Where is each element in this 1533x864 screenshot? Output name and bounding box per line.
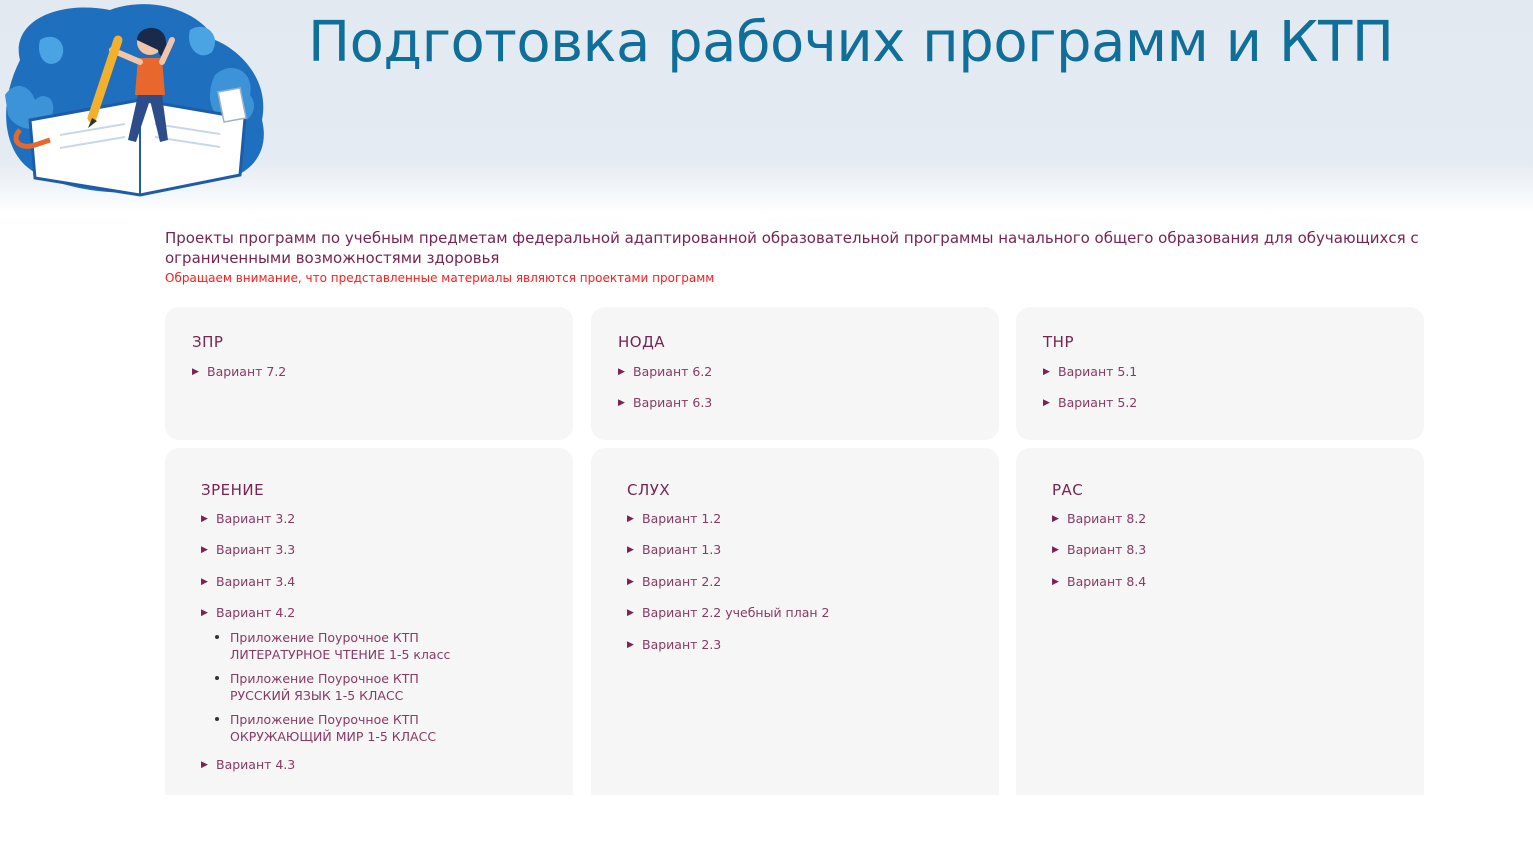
triangle-bullet-icon: ▶	[627, 639, 634, 650]
card-title: НОДА	[618, 333, 666, 351]
appendix-link[interactable]: Приложение Поурочное КТП ЛИТЕРАТУРНОЕ ЧТЕНИЕ 1-5 класс	[201, 629, 530, 663]
variant-link[interactable]: ▶ Вариант 3.3	[201, 542, 296, 558]
card-zrenie	[165, 448, 573, 795]
dot-bullet-icon	[215, 717, 219, 721]
triangle-bullet-icon: ▶	[201, 760, 208, 771]
variant-link[interactable]: ▶ Вариант 2.2	[627, 573, 722, 589]
triangle-bullet-icon: ▶	[201, 514, 208, 524]
dot-bullet-icon	[215, 635, 219, 639]
variant-link[interactable]: ▶ Вариант 6.3	[618, 395, 713, 411]
variant-link[interactable]: ▶ Вариант 4.3	[201, 757, 296, 773]
triangle-bullet-icon: ▶	[627, 545, 634, 556]
slide-title: Подготовка рабочих программ и КТП	[308, 10, 1394, 75]
card-noda	[591, 307, 999, 440]
triangle-bullet-icon: ▶	[1052, 545, 1059, 556]
variant-link[interactable]: ▶ Вариант 3.4	[201, 573, 296, 589]
appendix-link[interactable]: Приложение Поурочное КТП РУССКИЙ ЯЗЫК 1-5 КЛАСС	[201, 670, 530, 704]
triangle-bullet-icon: ▶	[201, 608, 208, 619]
intro-warning-note: Обращаем внимание, что представленные материалы являются проектами программ	[165, 271, 715, 285]
card-title: ТНР	[1043, 333, 1074, 351]
variant-link[interactable]: ▶ Вариант 1.3	[627, 542, 722, 558]
triangle-bullet-icon: ▶	[627, 514, 634, 524]
dot-bullet-icon	[215, 676, 219, 680]
card-zpr	[165, 307, 573, 440]
variant-link[interactable]: ▶ Вариант 5.1	[1043, 364, 1138, 379]
card-title: ЗРЕНИЕ	[201, 481, 265, 499]
variant-link[interactable]: ▶ Вариант 4.2	[201, 605, 296, 621]
variant-link[interactable]: ▶ Вариант 1.2	[627, 511, 722, 526]
variant-link[interactable]: ▶ Вариант 6.2	[618, 364, 713, 379]
triangle-bullet-icon: ▶	[1052, 576, 1059, 587]
variant-link[interactable]: ▶ Вариант 2.2 учебный план 2	[627, 605, 830, 621]
variant-link[interactable]: ▶ Вариант 8.4	[1052, 573, 1147, 589]
triangle-bullet-icon: ▶	[627, 608, 634, 619]
triangle-bullet-icon: ▶	[192, 367, 199, 377]
card-ras	[1016, 448, 1424, 795]
card-title: СЛУХ	[627, 481, 671, 499]
card-title: ЗПР	[192, 333, 224, 351]
triangle-bullet-icon: ▶	[1052, 514, 1059, 524]
variant-link[interactable]: ▶ Вариант 8.2	[1052, 511, 1147, 526]
variant-link[interactable]: ▶ Вариант 8.3	[1052, 542, 1147, 558]
variant-link[interactable]: ▶ Вариант 2.3	[627, 636, 722, 652]
variant-link[interactable]: ▶ Вариант 7.2	[192, 364, 287, 379]
variant-link[interactable]: ▶ Вариант 3.2	[201, 511, 296, 526]
triangle-bullet-icon: ▶	[1043, 398, 1050, 409]
triangle-bullet-icon: ▶	[618, 398, 625, 409]
card-tnr	[1016, 307, 1424, 440]
intro-title: Проекты программ по учебным предметам федеральной адаптированной образовательной программы начального общего образования для обучающихся с ограниченными возможностями здоровья	[165, 229, 1419, 267]
triangle-bullet-icon: ▶	[627, 576, 634, 587]
appendix-list	[201, 629, 530, 745]
card-title: РАС	[1052, 481, 1084, 499]
card-sluh	[591, 448, 999, 795]
intro-block	[165, 228, 1425, 285]
triangle-bullet-icon: ▶	[201, 576, 208, 587]
triangle-bullet-icon: ▶	[201, 545, 208, 556]
triangle-bullet-icon: ▶	[1043, 367, 1050, 377]
appendix-link[interactable]: Приложение Поурочное КТП ОКРУЖАЮЩИЙ МИР 1-5 КЛАСС	[201, 711, 530, 745]
variant-link[interactable]: ▶ Вариант 5.2	[1043, 395, 1138, 411]
girl-with-pencil-illustration	[0, 0, 280, 210]
triangle-bullet-icon: ▶	[618, 367, 625, 377]
